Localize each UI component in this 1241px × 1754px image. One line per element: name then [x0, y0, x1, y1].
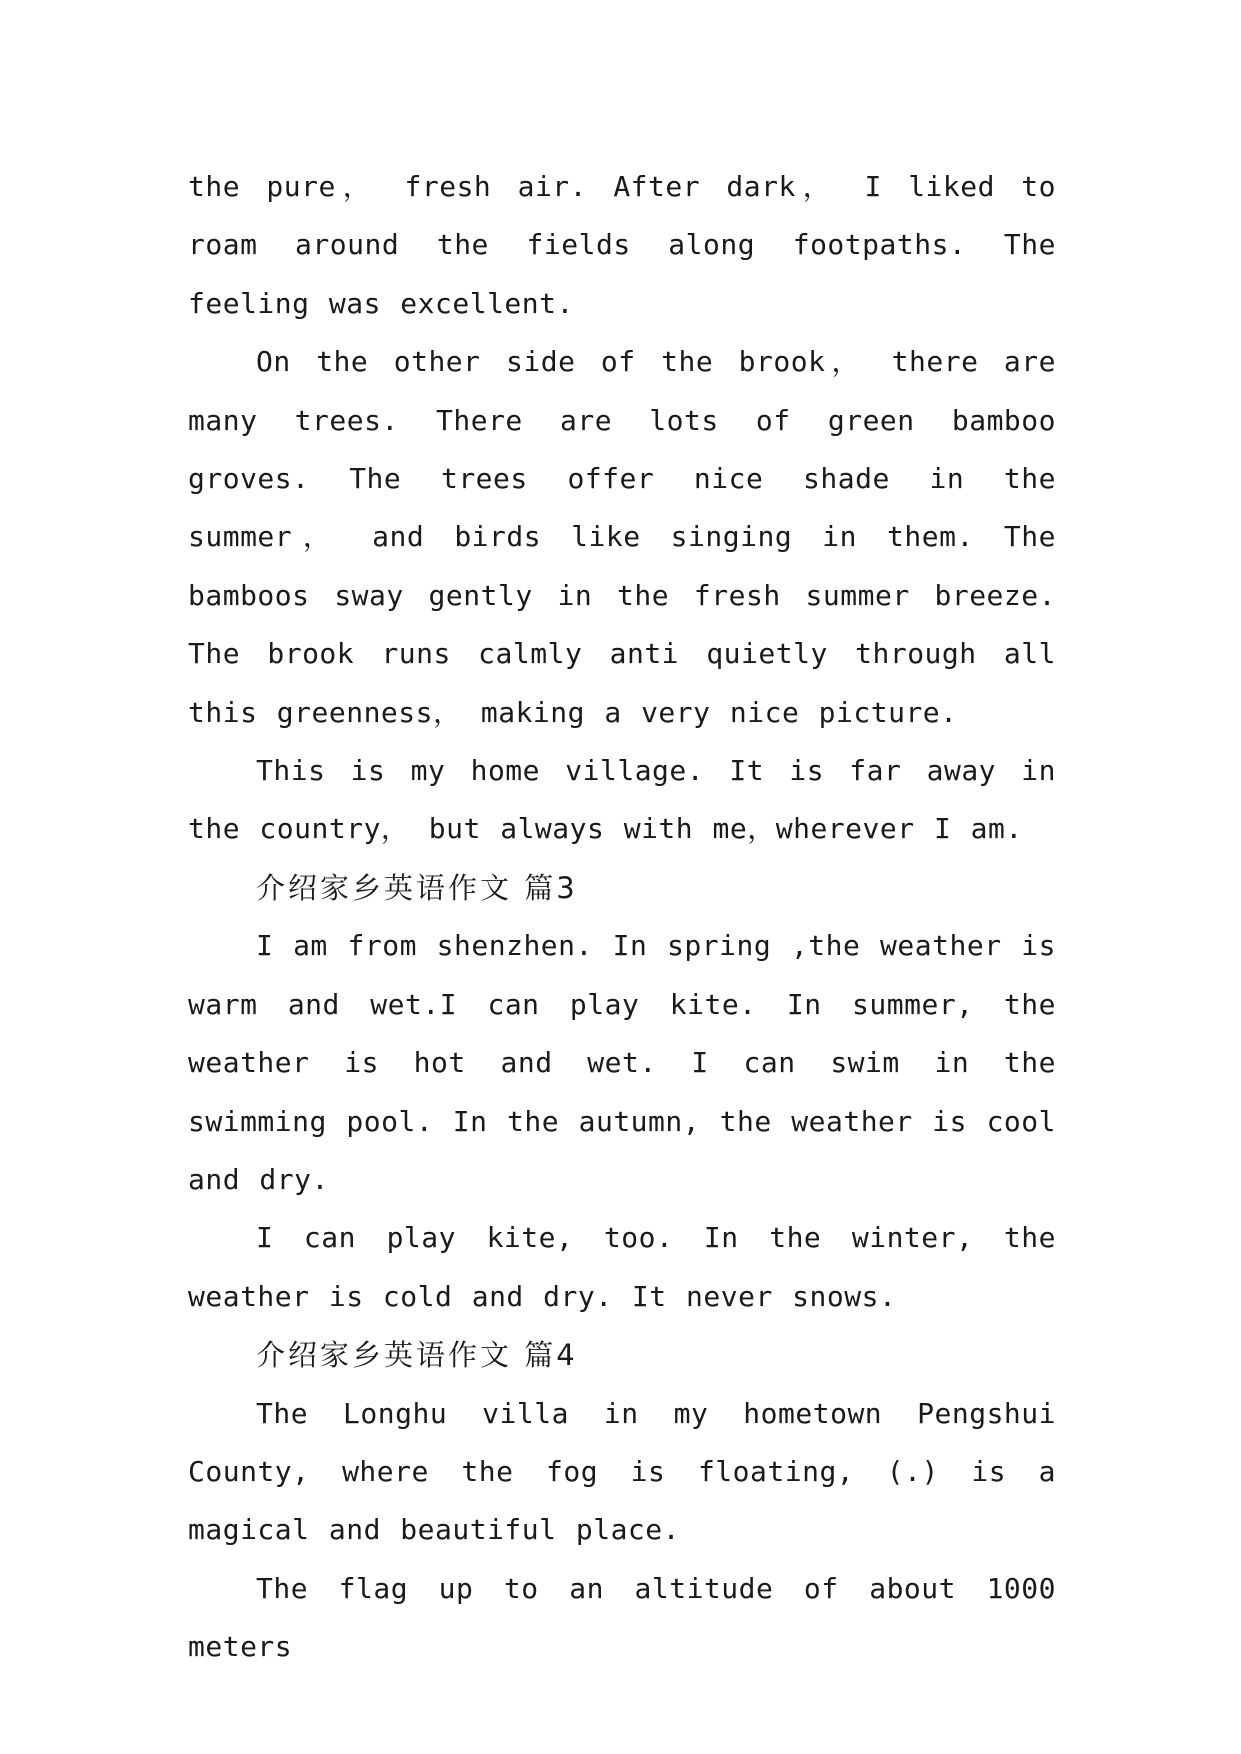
- paragraph-winter-weather: I can play kite, too. In the winter, the weather is cold and dry. It never snows.: [188, 1221, 1056, 1313]
- paragraph-brook-trees: On the other side of the brook， there are many trees. There are lots of green bamboo groves. The trees offer nice shade in the summer， and birds like singing in them. The bamboos sway gently in the fresh summer breeze. The brook runs calmly anti quietly through all this greenness， making a very nice picture.: [188, 345, 1056, 729]
- paragraph-longhu-villa: The Longhu villa in my hometown Pengshui County, where the fog is floating, (.) is a magical and beautiful place.: [188, 1396, 1056, 1547]
- section-heading-3: 介绍家乡英语作文 篇3: [256, 870, 578, 905]
- paragraph-shenzhen-seasons: I am from shenzhen. In spring ,the weather is warm and wet.I can play kite. In summer, the weather is hot and wet. I can swim in the swimming pool. In the autumn, the weather is cool and dry.: [188, 929, 1056, 1196]
- section-heading-4: 介绍家乡英语作文 篇4: [256, 1338, 578, 1373]
- paragraph-altitude: The flag up to an altitude of about 1000 meters: [188, 1571, 1056, 1664]
- paragraph-village-evening: the pure， fresh air. After dark， I liked to roam around the fields along footpaths. The feeling was excellent.: [188, 170, 1056, 320]
- paragraph-home-village: This is my home village. It is far away in the country， but always with me，wherever I am.: [188, 754, 1056, 846]
- document-body: [188, 158, 1056, 1677]
